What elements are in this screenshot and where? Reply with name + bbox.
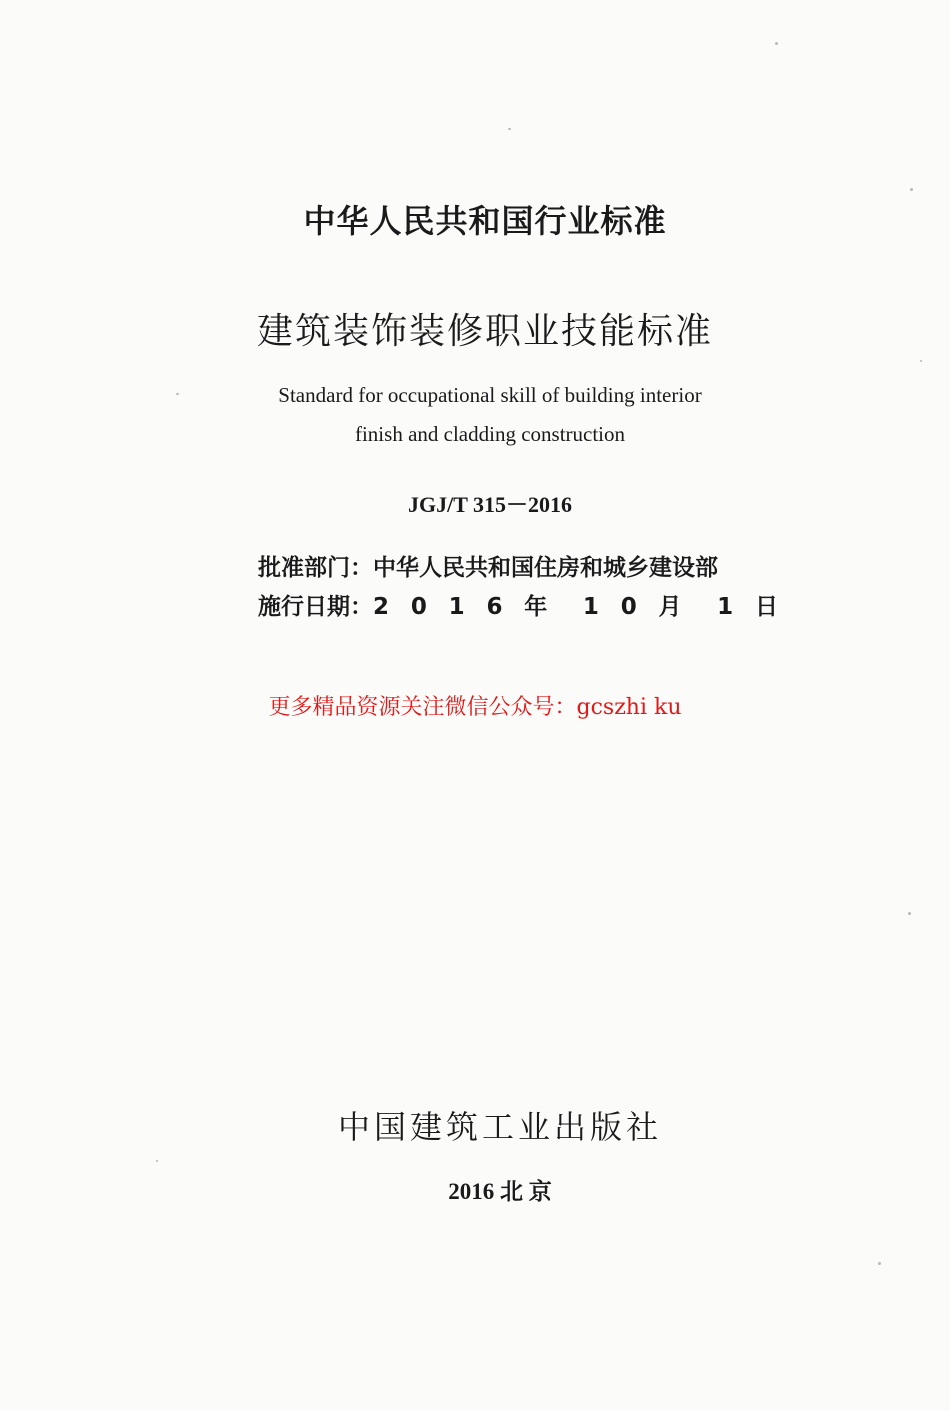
standard-code: JGJ/T 315－2016 <box>407 492 572 517</box>
approval-label: 批准部门： <box>258 555 373 581</box>
scan-speck <box>908 912 911 915</box>
title-english-line-2: finish and cladding construction <box>354 422 626 446</box>
approval-department-row <box>258 549 778 582</box>
scan-speck <box>176 393 179 395</box>
promo-notice: 更多精品资源关注微信公众号：gcszhi ku <box>268 695 682 720</box>
publication-place-year: 2016 北 京 <box>448 1179 552 1204</box>
standard-type-heading: 中华人民共和国行业标准 <box>303 202 667 240</box>
scan-speck <box>508 128 511 130</box>
scan-speck <box>156 1160 158 1162</box>
scan-speck <box>910 188 913 191</box>
title-chinese: 建筑装饰装修职业技能标准 <box>256 311 713 352</box>
effective-label: 施行日期： <box>258 594 373 620</box>
effective-date-row <box>258 588 778 621</box>
publisher-name: 中国建筑工业出版社 <box>337 1108 662 1146</box>
scan-speck <box>878 1262 881 1265</box>
scan-speck <box>920 360 922 362</box>
approval-value: 中华人民共和国住房和城乡建设部 <box>373 555 718 581</box>
effective-value: 2 0 1 6 年 1 0 月 1 日 <box>373 594 778 620</box>
title-english-line-1: Standard for occupational skill of building interior <box>278 383 702 407</box>
scan-speck <box>775 42 778 45</box>
